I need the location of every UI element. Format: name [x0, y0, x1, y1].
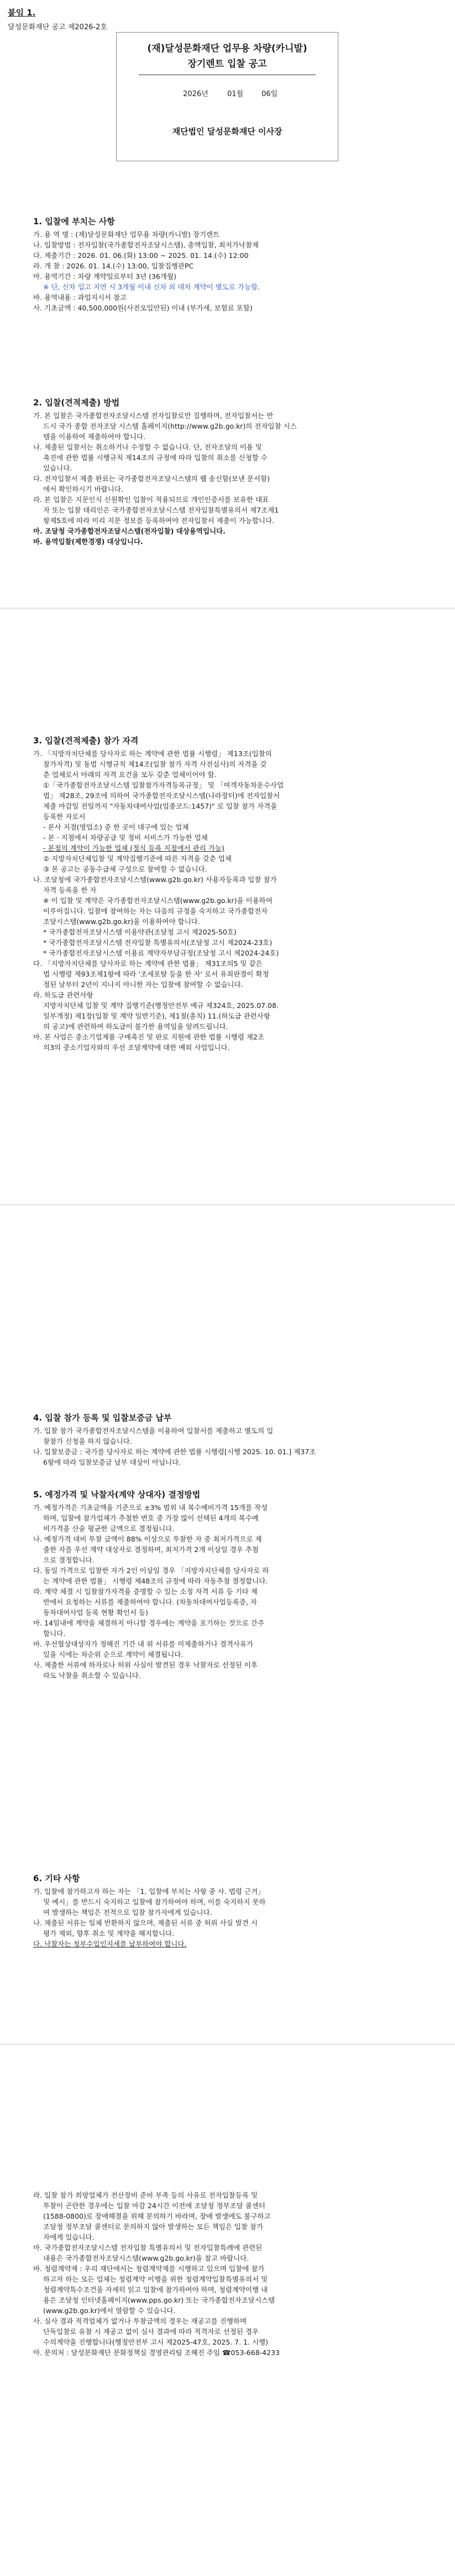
s6b-line: (www.g2b.go.kr)에서 열람할 수 있습니다. — [43, 2306, 176, 2315]
s3-line: * 국가종합전자조달시스템 이용료 계약자부담규정(조달청 고시 제2024-24호) — [43, 949, 279, 957]
s3-line: 가. 「지방자치단체를 당사자로 하는 계약에 관한 법률 시행령」 제13조(입찰의 — [33, 749, 272, 758]
s5-line: 반에서 요청하는 서류를 제출하여야 합니다. (차동차대여사업등록증, 자 — [43, 1598, 257, 1606]
s3-line: 등록한 자로서 — [43, 812, 86, 821]
s3-line: 마. 본 사업은 중소기업제품 구매촉진 및 판로 지원에 관한 법률 시행령 제2조 — [33, 1033, 264, 1041]
s2-line: 있습니다. — [43, 464, 72, 472]
s3-line: 지방자치단체 입찰 및 계약 집행기준(행정안전부 예규 제324호, 2025.07.08. — [43, 1001, 279, 1010]
s1-line: 다. 제출기간 : 2026. 01. 06.(화) 13:00 ~ 2025. 01. 14.(수) 12:00 — [33, 251, 249, 260]
s1-line: 라. 개 찰 : 2026. 01. 14.(수) 13:00, 입찰집행관PC — [33, 262, 194, 270]
s5-line: 나. 예정가격 대비 투찰 금액이 88% 이상으로 투찰한 자 중 최저가격으로 제 — [33, 1535, 262, 1543]
s5-line: 라. 계약 체결 시 입찰참가자격을 증명할 수 있는 소정 자격 서류 등 기타 제 — [33, 1587, 258, 1596]
s2-line: 나. 제출된 입찰서는 취소하거나 수정할 수 없습니다. 단, 전자조달의 이용 및 — [33, 443, 262, 451]
s6b-line: 하고자 하는 모든 업체는 청렴계약 이행을 위한 청렴계약입찰특별유의서 및 — [43, 2275, 268, 2283]
s3-line: - 본점의 계약이 가능한 업체 (정식 등록 지점에서 관리 가능) — [43, 844, 224, 852]
s6-line: 여 발생하는 책임은 전적으로 입찰 참가자에게 있습니다. — [43, 1908, 212, 1917]
s6b-line: 사. 실사 결과 적격업체가 없거나 투찰금액의 경우는 재공고를 진행하며 — [33, 2317, 247, 2325]
s6-line: 평가 제외, 향후 취소 및 계약을 해지합니다. — [43, 1929, 175, 1938]
annex-label: 붙임 1. — [8, 8, 36, 18]
s3-line: 일부개정) 제1장(입찰 및 계약 일반기준), 제1절(총칙) 11.(하도급 관련사항 — [43, 1012, 270, 1020]
s1-line: 마. 용역기간 : 차량 계약일로부터 3년 (36개월) — [33, 272, 176, 281]
s3-line: ③ 본 공고는 공동수급체 구성으로 참여할 수 없습니다. — [43, 865, 207, 873]
page-break-gap — [0, 608, 455, 609]
s2-line: 템을 이용하여 제출하여야 합니다. — [43, 432, 145, 441]
s6-line: 다. 낙찰자는 청부수입인지세를 납부하여야 합니다. — [33, 1940, 187, 1948]
page-break-gap — [0, 1204, 455, 1206]
section-6-title: 6. 기타 사항 — [33, 1873, 80, 1883]
s3-line: ①「국가종합전자조달시스템 입찰참가자격등록규정」 및 「여객자동차운수사업 — [43, 781, 284, 789]
s3-line: 라. 하도급 관련사항 — [33, 991, 93, 999]
s3-line: - 본 · 지점에서 차량공급 및 정비 서비스가 가능한 업체 — [43, 833, 208, 842]
s2-line: 가. 본 입찰은 국가종합전자조달시스템 전자입찰로만 집행하며, 전자입찰서는 반 — [33, 411, 274, 420]
s5-line: 으로 결정합니다. — [43, 1556, 95, 1564]
notice-number: 달성문화재단 공고 제2026-2호 — [8, 23, 107, 31]
notice-title-line1: (재)달성문화재단 업무용 차량(카니발) — [147, 43, 307, 54]
s3-line: 나. 조달청에 국가종합전자조달시스템(www.g2b.go.kr) 사용자등록과 입찰 참가 — [33, 875, 277, 884]
s2-line: 마. 조달청 국가종합전자조달시스템(전자입찰) 대상용역입니다. — [33, 527, 226, 535]
s2-line: 드시 국가 종합 전자조달 시스템 홈페이지(http://www.g2b.go.kr)의 전자입찰 시스 — [43, 422, 297, 430]
notice-title-line2: 장기렌트 입찰 공고 — [187, 59, 267, 70]
s3-line: 의 공고)에 관련하여 하도급이 불가한 용역임을 알려드립니다. — [43, 1022, 228, 1031]
s3-line: 조달시스템(www.g2b.go.kr)을 이용하여야 합니다. — [43, 917, 200, 926]
s3-line: ※ 이 입찰 및 계약은 국가종합전자조달시스템(www.g2b.go.kr)을 이용하여 — [43, 896, 273, 905]
s4-line: 찰참가 신청을 하지 않습니다. — [43, 1437, 132, 1445]
section-4-title: 4. 입찰 참가 등록 및 입찰보증금 납부 — [33, 1413, 172, 1423]
s1-line: 바. 용역내용 : 과업지시서 참고 — [33, 293, 127, 302]
section-1-title: 1. 입찰에 부치는 사항 — [33, 217, 115, 226]
s6b-line: (1588-0800)로 장애해결을 위해 문의하기 바라며, 장애 발생에도 불구하고 — [43, 2212, 271, 2220]
s5-line: 다. 동일 가격으로 입찰한 자가 2인 이상일 경우 「지방자치단체를 당사자로 하 — [33, 1566, 269, 1575]
s6-line: 가. 입찰에 참가하고자 하는 자는 「1. 입찰에 부치는 사항 중 사. 법령 근거」 — [33, 1887, 265, 1896]
s3-line: ② 지방자치단체입찰 및 계약집행기준에 따른 자격을 갖춘 업체 — [43, 854, 232, 863]
s4-line: 나. 입찰보증금 : 국가를 당사자로 하는 계약에 관한 법률 시행령[시행 2025. 10. 01.] 제37조 — [33, 1448, 316, 1456]
s1-line: 나. 입찰방법 : 전자입찰(국가종합전자조달시스템), 총액입찰, 최저가낙찰제 — [33, 241, 259, 249]
section-2-title: 2. 입찰(견적제출) 방법 — [33, 398, 120, 408]
s3-line: - 본사 지점(영업소) 중 한 곳이 대구에 있는 업체 — [43, 823, 189, 831]
date-day: 06일 — [262, 90, 278, 98]
s5-line: 는 계약에 관한 법률」 시행령 제48조의 규정에 따라 자동추첨 결정합니다. — [43, 1577, 268, 1585]
s6-line: 나. 제출된 서류는 일체 반환하지 않으며, 제출된 서류 중 허위 사실 발견 시 — [33, 1919, 258, 1927]
s3-line: * 국가종합전자조달시스템 전자입찰 특별유의서(조달청 고시 제2024-23호) — [43, 938, 273, 947]
s5-line: 동차대여사업 등록 현황 확인서 등) — [43, 1608, 148, 1617]
s2-line: 바. 용역입찰(제한경쟁) 대상입니다. — [33, 537, 143, 546]
s3-line: 다. 「지방자치단체를 당사자로 하는 계약에 관한 법률」 제31조의5 및 같은 — [33, 959, 263, 968]
s5-line: 합니다. — [43, 1629, 66, 1638]
s6b-line: 바. 청렴계약제 : 우리 재단에서는 청렴계약제를 시행하고 있으며 입찰에 참가 — [33, 2264, 265, 2273]
s5-line: 출한 자를 우선 계약 대상자로 결정하며, 최저가격 2개 이상일 경우 추첨 — [43, 1545, 259, 1554]
s6b-line: 단독입찰로 유찰 시 재공고 없이 실사 결과에 따라 적격자로 선정된 경우 — [43, 2327, 259, 2336]
s6b-line: 수의계약을 진행합니다(행정안전부 고시 제2025-47호, 2025. 7. 1. 시행) — [43, 2338, 268, 2346]
date-year: 2026년 — [183, 90, 208, 98]
s6b-line: 라. 입찰 참가 희망업체가 전산장비 준비 부족 등의 사유로 전자입찰등록 및 — [33, 2191, 258, 2199]
issuer-org: 재단법인 달성문화재단 이사장 — [172, 126, 283, 136]
s6b-line: 자에게 있습니다. — [43, 2233, 95, 2241]
s5-line: 있을 시에는 차순위 순으로 계약이 체결됩니다. — [43, 1650, 184, 1659]
s3-line: 법 시행령 제93조제1항에 따라 '조세포탈 등을 한 자' 로서 유죄판결이 확정 — [43, 970, 269, 978]
s6b-line: 마. 국가종합전자조달시스템 전자입찰 특별유의서 및 전자입찰특례에 관련된 — [33, 2244, 263, 2252]
s2-line: 항제5호에 따라 미리 지문 정보를 등록하여야 전자입찰서 제출이 가능합니다. — [43, 516, 275, 525]
section-5-title: 5. 예정가격 및 낙찰자(계약 상대자) 결정방법 — [33, 1490, 201, 1500]
s2-line: 에서 확인하시기 바랍니다. — [43, 485, 123, 493]
s5-line: 마. 14일내에 계약을 체결하지 아니할 경우에는 계약을 포기하는 것으로 간주 — [33, 1619, 264, 1627]
s3-line: 자격 등록을 한 자 — [43, 886, 97, 894]
s3-line: 춘 업체로서 아래의 자격 요건을 모두 갖춘 업체이어야 함. — [43, 770, 217, 779]
date-month: 01월 — [227, 90, 244, 98]
s6b-line: 내용은 국가종합전자조달시스템(www.g2b.go.kr)을 참고 바랍니다. — [43, 2254, 249, 2262]
s3-line: * 국가종합전자조달시스템 이용약관(조달청 고시 제2025-50호) — [43, 928, 237, 936]
section-3-title: 3. 입찰(견적제출) 참가 자격 — [33, 736, 139, 746]
s3-line: 의3의 중소기업자와의 우선 조달계약에 대한 예외 사업입니다. — [43, 1043, 230, 1052]
s6b-line: 청렴계약특수조건을 자세히 읽고 입찰에 참가하여야 하며, 청렴계약이행 내 — [43, 2285, 268, 2294]
s4-line: 6항에 따라 입찰보증금 납부 대상이 아닙니다. — [43, 1458, 181, 1466]
s6b-line: 투찰이 곤란한 경우에는 입찰 마감 24시간 이전에 조달청 정부조달 콜센터 — [43, 2202, 265, 2210]
s6b-line: 용은 조달청 인터넷홈페이지(www.pps.go.kr) 또는 국가종합전자조달시스템 — [43, 2296, 275, 2304]
s5-line: 바. 우선협상대상자가 정해진 기간 내 위 서류를 미제출하거나 결격사유가 — [33, 1640, 254, 1648]
s1-line: ※ 단, 신차 입고 지연 시 3개월 이내 신차 외 대차 계약이 별도로 가능함. — [43, 283, 260, 291]
s4-line: 가. 입찰 참가 국가종합전자조달시스템을 이용하여 입찰서를 제출하고 별도의 입 — [33, 1427, 274, 1435]
s3-line: 제출 마감일 전일까지 "자동차대여사업(업종코드:1457)" 로 입찰 참가 자격을 — [43, 802, 278, 810]
s2-line: 라. 본 입찰은 지문인식 신원확인 입찰이 적용되므로 개인인증서를 보유한 대표 — [33, 495, 269, 504]
s6b-line: 아. 문의처 : 달성문화재단 문화정책실 경영관리팀 조혜진 주임 ☎053-668-4233 — [33, 2348, 280, 2357]
s1-line: 사. 기초금액 : 40,500,000원(사전오입안된) 이내 (부가세, 보험료 포함) — [33, 304, 253, 312]
s2-line: 다. 전자입찰서 제출 완료는 국가종합전자조달시스템의 웹 송신함(보낸 문서함) — [33, 474, 270, 483]
s2-line: 촉진에 관한 법률 시행규칙 제14조의 규정에 따라 입찰의 취소를 신청할 수 — [43, 453, 268, 462]
s3-line: 정된 날부터 2년이 지나지 아니한 자는 입찰에 참여할 수 없습니다. — [43, 980, 243, 989]
s5-line: 라도 낙찰을 취소할 수 있습니다. — [43, 1671, 141, 1680]
s5-line: 하며, 입찰에 참가업체가 추첨한 번호 중 가장 많이 선택된 4개의 복수예 — [43, 1514, 259, 1522]
s3-line: 법」 제28조, 29조에 의하여 국가종합전자조달시스템(나라장터)에 전자입찰서 — [43, 791, 280, 800]
s1-line: 가. 용 역 명 : (재)달성문화재단 업무용 차량(카니발) 장기렌트 — [33, 230, 220, 239]
page-break-gap — [0, 2044, 455, 2045]
s3-line: 참가자격) 및 동법 시행규칙 제14조(입찰 참가 자격 사전심사)의 자격을 갖 — [43, 760, 267, 768]
s5-line: 비가격을 산술 평균한 금액으로 결정됩니다. — [43, 1524, 175, 1533]
title-box — [116, 32, 338, 161]
s2-line: 자 또는 입찰 대리인은 국가종합전자조달시스템 전자입찰특별유의서 제7조제1 — [43, 506, 279, 514]
s5-line: 가. 예정가격은 기초금액을 기준으로 ±3% 범위 내 복수예비가격 15개를 작성 — [33, 1503, 268, 1512]
s6-line: 및 예시」를 반드시 숙지하고 입찰에 참가하여야 하며, 이를 숙지하지 못하 — [43, 1898, 266, 1906]
s6b-line: 조달청 정부조달 콜센터로 문의하지 않아 발생하는 모든 책임은 입찰 참가 — [43, 2223, 264, 2231]
s5-line: 사. 제출한 서류에 하자로나 허위 사실이 발견된 경우 낙찰자로 선정된 이후 — [33, 1661, 258, 1669]
s3-line: 이루어집니다. 입찰에 참여하는 자는 다음의 규정을 숙지하고 국가종합전자 — [43, 907, 268, 915]
